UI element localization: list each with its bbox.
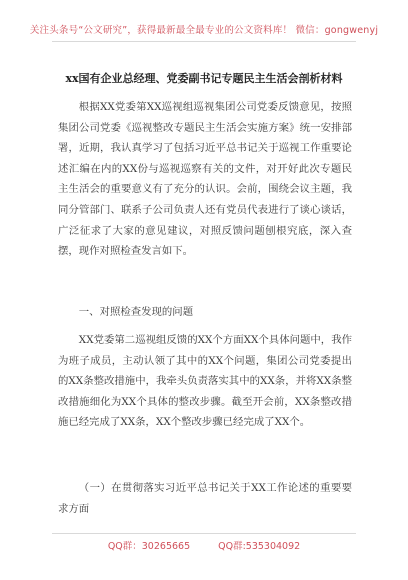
paragraph-intro: 根据XX党委第XX巡视组巡视集团公司党委反馈意见，按照集团公司党委《巡视整改专题民主生活会实施方案》统一安排部署，近期，我认真学习了包括习近平总书记关于巡视工作重要论述汇编在内的XX份与巡视巡察有关的文件，对开好此次专题民主生活会的重要意义有了充分的认识。会前，围绕会议主题，我同分管部门、联系子公司负责人还有党员代表进行了谈心谈话，广泛征求了大家的意见建议，对照反馈问题刨根究底，深入查摆，现作对照检查发言如下。 — [58, 101, 352, 258]
header-banner: 关注头条号“公文研究”，获得最新最全最专业的公文资料库！ 微信：gongwenyj — [29, 25, 379, 36]
header-divider — [52, 41, 356, 42]
footer-qq-group-1: QQ群：30265665 — [107, 541, 191, 552]
subsection-heading-1: （一）在贯彻落实习近平总书记关于XX工作论述的重要要求方面 — [58, 482, 352, 515]
document-title: xx国有企业总经理、党委副书记专题民主生活会剖析材料 — [65, 72, 343, 85]
footer — [0, 538, 408, 552]
paragraph-problems: XX党委第二巡视组反馈的XX个方面XX个具体问题中，我作为班子成员，主动认领了其中的XX个问题，集团公司党委提出的XX条整改措施中，我牵头负责落实其中的XX条，并将XX条整改措施细化为XX个具体的整改步骤。截至开会前，XX条整改措施已经完成了XX条，XX个整改步骤已经完成了XX个。 — [58, 334, 352, 429]
section-heading-1: 一、对照检查发现的问题 — [78, 306, 194, 318]
footer-qq-group-2: QQ群:535304092 — [218, 541, 301, 552]
footer-divider — [52, 533, 356, 534]
